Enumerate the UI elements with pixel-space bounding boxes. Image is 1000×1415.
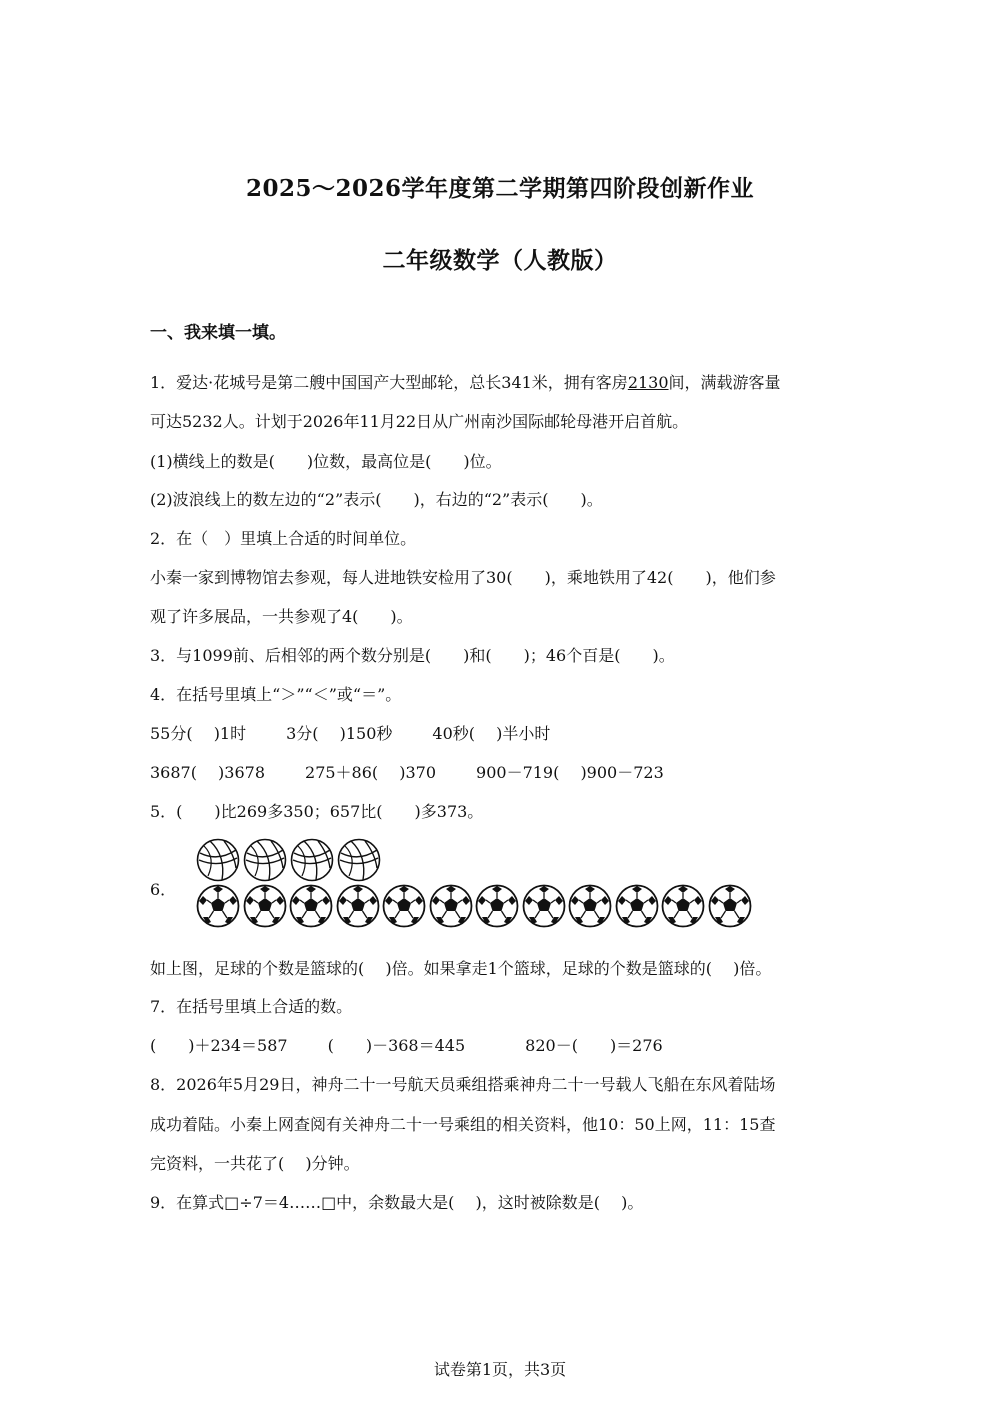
question-3: 3．与1099前、后相邻的两个数分别是( )和( )；46个百是( )。	[150, 646, 675, 665]
q1-underlined-number: 2130	[627, 373, 669, 392]
question-6-label: 6．	[150, 880, 177, 899]
q7-item-1: ( )＋234＝587	[150, 1036, 288, 1055]
question-4-row-2	[150, 763, 664, 783]
question-7-line-1: 7．在括号里填上合适的数。	[150, 997, 353, 1016]
soccer-ball-icon	[522, 884, 566, 928]
soccer-ball-icon	[568, 884, 612, 928]
soccer-ball-icon	[196, 884, 240, 928]
q4-r1-item-3: 40秒( )半小时	[432, 724, 551, 743]
question-2-line-2: 小秦一家到博物馆去参观，每人进地铁安检用了30( )，乘地铁用了42( )，他们参	[150, 568, 776, 587]
question-8-line-3: 完资料，一共花了( )分钟。	[150, 1154, 360, 1173]
soccer-ball-icon	[661, 884, 705, 928]
q4-r2-item-3: 900－719( )900－723	[476, 763, 664, 782]
soccer-ball-icon	[615, 884, 659, 928]
basketball-icon	[290, 838, 334, 882]
question-4-line-1: 4．在括号里填上“＞”“＜”或“＝”。	[150, 685, 402, 704]
soccer-ball-icon	[475, 884, 519, 928]
question-5: 5．( )比269多350；657比( )多373。	[150, 802, 484, 821]
basketball-icon	[196, 838, 240, 882]
question-1-line-2: 可达5232人。计划于2026年11月22日从广州南沙国际邮轮母港开启首航。	[150, 412, 689, 431]
soccer-ball-icon	[243, 884, 287, 928]
question-6-text: 如上图，足球的个数是篮球的( )倍。如果拿走1个篮球，足球的个数是篮球的( )倍。	[150, 959, 772, 978]
page-subtitle: 二年级数学（人教版）	[382, 247, 618, 274]
q7-item-3: 820－( )＝276	[525, 1036, 663, 1055]
page-title: 2025～2026学年度第二学期第四阶段创新作业	[245, 175, 755, 202]
section-heading: 一、我来填一填。	[150, 323, 286, 343]
question-7-row	[150, 1036, 663, 1056]
soccer-ball-icon	[289, 884, 333, 928]
question-8-line-2: 成功着陆。小秦上网查阅有关神舟二十一号乘组的相关资料，他10：50上网，11：15查	[150, 1115, 776, 1134]
soccer-ball-icon	[429, 884, 473, 928]
q4-r2-item-1: 3687( )3678	[150, 763, 266, 782]
q1-text-b: 间，满载游客量	[668, 373, 781, 392]
question-9: 9．在算式□÷7＝4……□中，余数最大是( )，这时被除数是( )。	[150, 1193, 644, 1212]
q4-r1-item-2: 3分( )150秒	[286, 724, 393, 743]
soccer-ball-icon	[382, 884, 426, 928]
basketball-icon	[243, 838, 287, 882]
question-4-row-1	[150, 724, 550, 744]
q4-r2-item-2: 275＋86( )370	[305, 763, 437, 782]
q4-r1-item-1: 55分( )1时	[150, 724, 247, 743]
question-2-line-1: 2．在（ ）里填上合适的时间单位。	[150, 529, 417, 548]
soccer-ball-icon	[336, 884, 380, 928]
question-1-line-1	[150, 373, 781, 393]
q1-text-a: 1．爱达·花城号是第二艘中国国产大型邮轮，总长341米，拥有客房	[150, 373, 628, 392]
soccer-ball-icon	[708, 884, 752, 928]
q7-item-2: ( )－368＝445	[327, 1036, 466, 1055]
basketball-icon	[337, 838, 381, 882]
question-8-line-1: 8．2026年5月29日，神舟二十一号航天员乘组搭乘神舟二十一号载人飞船在东风着陆场	[150, 1075, 776, 1094]
question-1-sub-1: (1)横线上的数是( )位数，最高位是( )位。	[150, 452, 502, 471]
question-2-line-3: 观了许多展品，一共参观了4( )。	[150, 607, 413, 626]
page-footer: 试卷第1页，共3页	[433, 1360, 567, 1379]
question-1-sub-2: (2)波浪线上的数左边的“2”表示( )，右边的“2”表示( )。	[150, 490, 603, 509]
